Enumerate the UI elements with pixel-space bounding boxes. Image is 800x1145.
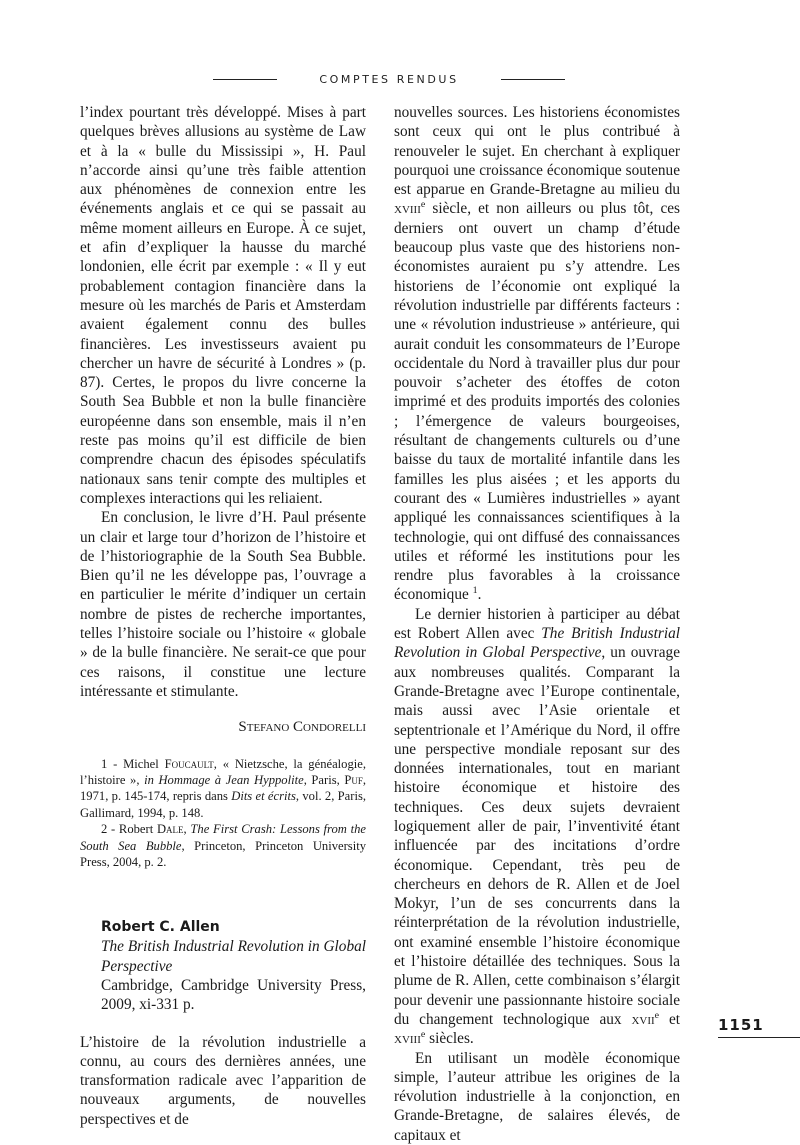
footnote-text: , vol. 2, Paris, Gallimard, 1994, p. 148.	[80, 789, 367, 820]
paragraph: L’histoire de la révolution industrielle a connu, au cours des dernières années, une transformation radicale avec l’apparition de nouveaux arguments, de nouvelles perspectives et de	[80, 1033, 366, 1128]
review-publisher-text: Cambridge, Cambridge University Press, 2009, xi-331 p.	[101, 976, 366, 1014]
superscript: e	[654, 1009, 660, 1021]
footnote-author: Dale	[156, 822, 184, 837]
footnote-text: , Princeton, Princeton University Press, 2004, p. 2.	[80, 838, 366, 869]
paragraph: En conclusion, le livre d’H. Paul présente un clair et large tour d’horizon de l’histoire et de l’historiographie de la South Sea Bubble. Bien qu’il ne les développe pas, l’ouvrage a en particulier le mérite d’indiquer un certain nombre de pistes de recherche importantes, telles l’histoire sociale ou l’histoire « globale » de la bulle financière. Ne serait-ce que pour ces raisons, il constitue une lecture intéressante et stimulante.	[80, 509, 366, 700]
paragraph: En utilisant un modèle économique simple, l’auteur attribue les origines de la révolution industrielle à la conjonction, en Grande-Bretagne, de salaires élevés, de capitaux et	[394, 1049, 680, 1144]
superscript: e	[420, 1029, 426, 1041]
footnote-title: in Hommage à Jean Hyppolite	[144, 772, 304, 787]
paragraph	[394, 103, 680, 605]
footnote-title: The First Crash: Lessons from the South Sea Bubble	[80, 822, 366, 853]
text: Le dernier historien à participer au débat est Robert Allen avec	[394, 605, 680, 643]
review-signature: Stefano Condorelli	[238, 719, 366, 736]
header-rule-left	[213, 79, 277, 80]
century-numeral: xviii	[394, 1030, 421, 1048]
left-column	[80, 103, 366, 1129]
running-header	[213, 70, 565, 88]
text: siècles.	[425, 1030, 474, 1048]
right-column	[394, 103, 680, 1145]
footnote-text: , « Nietzsche, la généalogie, l’histoire »,	[80, 756, 366, 787]
footnote-text: , Paris,	[303, 772, 345, 787]
footnote-1	[80, 756, 366, 822]
footnote-author: Foucault	[164, 756, 214, 771]
footnote-2	[80, 821, 366, 870]
page-number	[718, 1016, 800, 1046]
footnote-ref: 1	[472, 585, 478, 597]
review-author: Robert C. Allen	[101, 919, 220, 936]
text: , un ouvrage aux nombreuses qualités. Comparant la Grande-Bretagne avec l’Europe continentale, mais aussi avec l’Asie orientale et septentrionale et l’Amérique du Nord, il offre une perspective mondiale reposant sur des données internationales, tout en mariant histoire économique et histoire des techniques. Ces deux sujets devraient logiquement aller de pair, l’inventivité étant influencée par des incitations d’ordre économique. Cependant, très peu de chercheurs en dehors de R. Allen et de Joel Mokyr, l’un de ses concurrents dans la réinterprétation de la révolution industrielle, ont examiné ensemble l’histoire économique et l’histoire détaillée des techniques. Sous la plume de R. Allen, cette combinaison s’élargit pour devenir une passionnante histoire sociale du changement technologique aux	[394, 644, 680, 1028]
text: .	[477, 586, 482, 604]
paragraph	[394, 605, 680, 1049]
superscript: e	[420, 199, 426, 211]
review-publisher	[101, 976, 366, 1015]
footnote-publisher: Puf	[344, 772, 363, 787]
footnote-text: 2 - Robert	[101, 822, 157, 837]
text: nouvelles sources. Les historiens économistes sont ceux qui ont le plus contribué à renouveler le sujet. En cherchant à expliquer pourquoi une croissance économique soutenue est apparue en Grande-Bretagne au milieu du	[394, 104, 680, 199]
century-numeral: xviii	[394, 200, 421, 218]
footnote-text: 1 - Michel	[101, 756, 165, 771]
footnote-title: Dits et écrits	[231, 789, 296, 804]
review-book-title: The British Industrial Revolution in Global Perspective	[101, 938, 366, 975]
book-title: The British Industrial Revolution in Global Perspective	[394, 625, 680, 662]
century-numeral: xvii	[631, 1010, 655, 1028]
paragraph: l’index pourtant très développé. Mises à part quelques brèves allusions au système de Law et à la « bulle du Mississipi », H. Paul n’accorde ainsi qu’une très faible attention aux phénomènes de connexion entre les événements anglais et ce qui se passait au même moment ailleurs en Europe. À ce sujet, et afin d’expliquer la hausse du marché londonien, elle écrit par exemple : « Il y eut probablement contagion financière dans la mesure où les marchés de Paris et Amsterdam avaient également connu des bulles financières. Les investisseurs avaient pu chercher un havre de sécurité à Londres » (p. 87). Certes, le propos du livre concerne la South Sea Bubble et non la bulle financière européenne dans son ensemble, mais il n’en reste pas moins qu’il est difficile de bien comprendre chacun des épisodes spéculatifs nationaux sans tenir compte des multiples et complexes interactions qui les reliaient.	[80, 104, 366, 507]
footnote-text: , 1971, p. 145-174, repris dans	[80, 772, 366, 804]
header-rule-right	[501, 79, 565, 80]
footnotes	[80, 756, 366, 871]
text: et	[659, 1010, 680, 1028]
review-heading	[80, 918, 366, 1014]
page-number-text: 1151	[718, 1016, 764, 1034]
page-number-rule	[718, 1037, 800, 1038]
running-header-title: COMPTES RENDUS	[319, 72, 459, 86]
text: siècle, et non ailleurs ou plus tôt, ces derniers ont ouvert un champ d’étude beaucoup plus vaste que des historiens non-économistes auraient pu s’y attendre. Les historiens de l’économie ont expliqué la révolution industrielle par différents facteurs : une « révolution industrieuse » antérieure, qui aurait conduit les consommateurs de l’Europe occidentale du Nord à travailler plus dur pour pouvoir s’acheter des étoffes de coton imprimé et des produits importés des colonies ; l’émergence de valeurs bourgeoises, résultant de changements culturels ou d’une baisse du taux de mortalité infantile dans les familles les plus aisées ; et les apports du courant des « Lumières industrielles » ayant appliqué les connaissances scientifiques à la technologie, qui ont diffusé des connaissances utiles et réformé les institutions pour les rendre plus favorables à la croissance économique	[394, 200, 680, 604]
footnote-text: ,	[183, 822, 191, 837]
